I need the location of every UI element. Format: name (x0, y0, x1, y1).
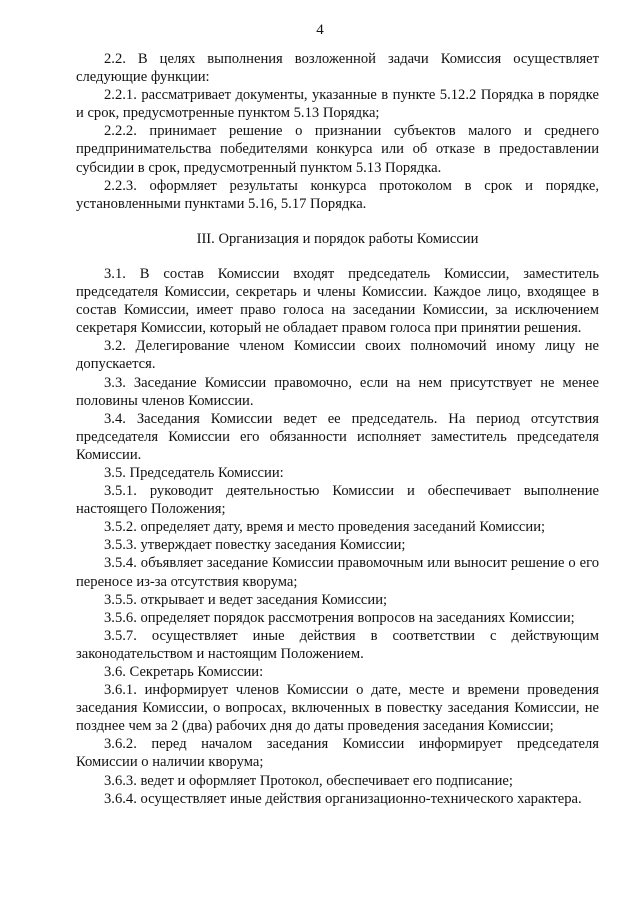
clause-3-5-2: 3.5.2. определяет дату, время и место проведения заседаний Комиссии; (104, 519, 546, 536)
document-body (76, 50, 599, 808)
clause-3-6-4: 3.6.4. осуществляет иные действия организационно-технического характера. (104, 790, 582, 807)
clause-3-6-1: 3.6.1. информирует членов Комиссии о дате, месте и времени проведения заседания Комиссии, о вопросах, включенных в повестку заседания Комиссии, не позднее чем за 2 (два) рабочих дня до даты проведения заседания Комиссии; (76, 682, 599, 735)
clause-3-2: 3.2. Делегирование членом Комиссии своих полномочий иному лицу не допускается. (76, 338, 599, 373)
clause-2-2: 2.2. В целях выполнения возложенной задачи Комиссия осуществляет следующие функции: (76, 51, 599, 86)
clause-3-4: 3.4. Заседания Комиссии ведет ее председатель. На период отсутствия председателя Комиссии его обязанности исполняет заместитель председателя Комиссии. (76, 410, 599, 463)
clause-3-6: 3.6. Секретарь Комиссии: (104, 664, 264, 680)
clause-3-6-3: 3.6.3. ведет и оформляет Протокол, обеспечивает его подписание; (104, 772, 513, 789)
clause-3-5-3: 3.5.3. утверждает повестку заседания Комиссии; (104, 537, 406, 554)
clause-3-1: 3.1. В состав Комиссии входят председатель Комиссии, заместитель председателя Комиссии, секретарь и члены Комиссии. Каждое лицо, входящее в состав Комиссии, имеет право голоса на заседании Комиссии, за исключением секретаря Комиссии, который не обладает правом голоса при принятии решения. (76, 265, 599, 337)
clause-3-5-7: 3.5.7. осуществляет иные действия в соответствии с действующим законодательством и настоящим Положением. (76, 627, 599, 662)
clause-3-5-1: 3.5.1. руководит деятельностью Комиссии и обеспечивает выполнение настоящего Положения; (76, 483, 599, 518)
clause-3-6-2: 3.6.2. перед началом заседания Комиссии информирует председателя Комиссии о наличии кворума; (76, 736, 599, 771)
clause-2-2-2: 2.2.2. принимает решение о признании субъектов малого и среднего предпринимательства победителями конкурса или об отказе в предоставлении субсидии в срок, предусмотренный пунктом 5.13 Порядка. (76, 123, 599, 176)
clause-3-5-5: 3.5.5. открывает и ведет заседания Комиссии; (104, 591, 388, 608)
clause-3-3: 3.3. Заседание Комиссии правомочно, если на нем присутствует не менее половины членов Комиссии. (76, 374, 599, 409)
section-3-heading: III. Организация и порядок работы Комиссии (196, 230, 479, 247)
clause-2-2-1: 2.2.1. рассматривает документы, указанные в пункте 5.12.2 Порядка в порядке и срок, предусмотренные пунктом 5.13 Порядка; (76, 87, 599, 122)
clause-3-5-4: 3.5.4. объявляет заседание Комиссии правомочным или выносит решение о его переносе из-за отсутствия кворума; (76, 555, 599, 590)
clause-3-5-6: 3.5.6. определяет порядок рассмотрения вопросов на заседаниях Комиссии; (104, 609, 575, 626)
clause-3-5: 3.5. Председатель Комиссии: (104, 464, 284, 481)
clause-2-2-3: 2.2.3. оформляет результаты конкурса протоколом в срок и порядке, установленными пунктами 5.16, 5.17 Порядка. (76, 177, 599, 212)
page-number: 4 (316, 22, 324, 38)
